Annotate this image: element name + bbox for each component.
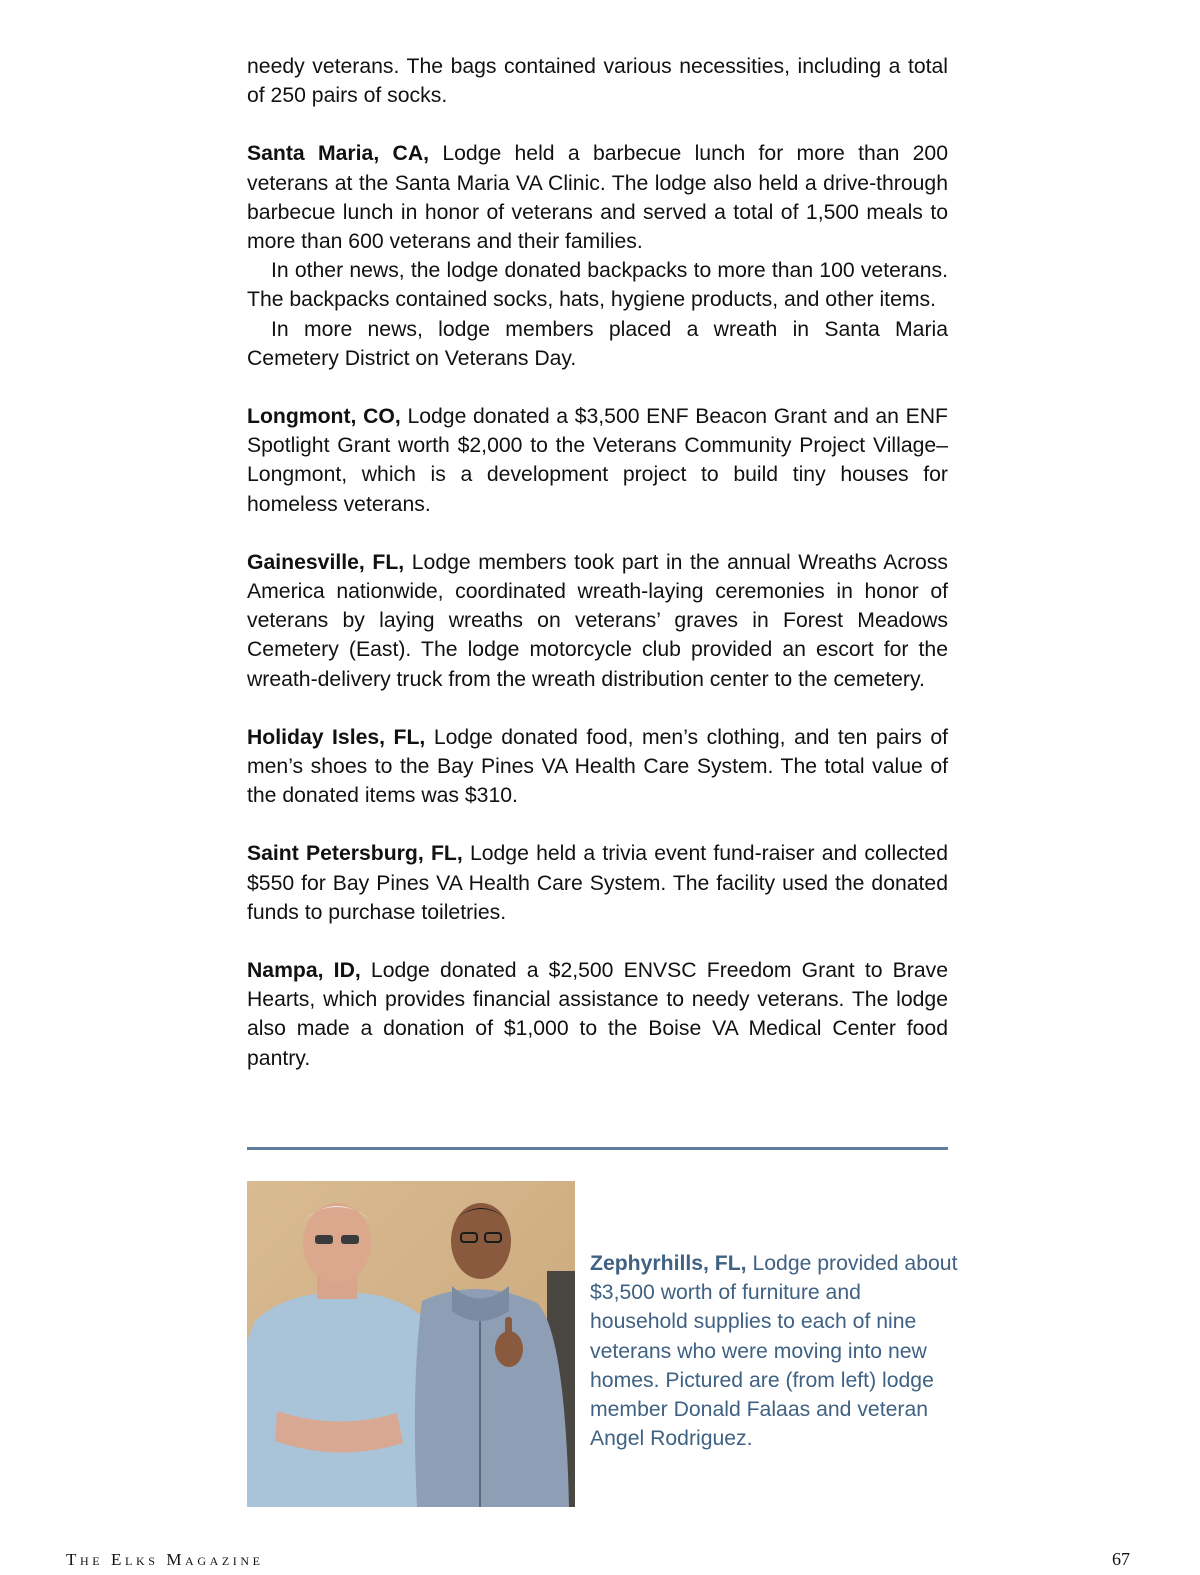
entry-text: Lodge held a trivia event fund-raiser and collected $550 for Bay Pines VA Health Care System. The facility used the donated funds to purchase toiletries. bbox=[247, 842, 948, 924]
entry-lodge-name: Holiday Isles, FL, bbox=[247, 725, 426, 749]
entry-lodge-name: Saint Petersburg, FL, bbox=[247, 842, 463, 866]
entry-text: Lodge donated a $3,500 ENF Beacon Grant and an ENF Spotlight Grant worth $2,000 to the Veterans Community Project Village–Longmont, which is a development project to build tiny houses for homeless veterans. bbox=[247, 405, 948, 516]
caption-text: Lodge provided about $3,500 worth of furniture and household supplies to each of nine veterans who were moving into new homes. Pictured are (from left) lodge member Donald Falaas and veteran Angel Rodriguez. bbox=[590, 1252, 958, 1451]
entry-longmont bbox=[247, 402, 948, 519]
intro-continuation: needy veterans. The bags contained various necessities, including a total of 250 pairs of socks. bbox=[247, 55, 948, 108]
entry-saint-petersburg bbox=[247, 839, 948, 927]
entry-nampa bbox=[247, 956, 948, 1073]
photo-two-men bbox=[247, 1181, 575, 1507]
entry-lodge-name: Santa Maria, CA, bbox=[247, 142, 430, 166]
entry-paragraph: In other news, the lodge donated backpacks to more than 100 veterans. The backpacks contained socks, hats, hygiene products, and other items. bbox=[247, 259, 948, 312]
entry-text: Lodge members took part in the annual Wreaths Across America nationwide, coordinated wreath-laying ceremonies in honor of veterans by laying wreaths on veterans’ graves in Forest Meadows Cemetery (East). The lodge motorcycle club provided an escort for the wreath-delivery truck from the wreath distribution center to the cemetery. bbox=[247, 550, 948, 691]
entry-santa-maria bbox=[247, 139, 948, 256]
entry-text: Lodge donated food, men’s clothing, and ten pairs of men’s shoes to the Bay Pines VA Health Care System. The total value of the donated items was $310. bbox=[247, 725, 948, 808]
caption-lodge-name: Zephyrhills, FL, bbox=[590, 1252, 747, 1275]
photo-caption bbox=[590, 1249, 960, 1453]
entry-lodge-name: Longmont, CO, bbox=[247, 405, 401, 429]
footer-page-number: 67 bbox=[1112, 1549, 1130, 1569]
entry-paragraph: In more news, lodge members placed a wreath in Santa Maria Cemetery District on Veterans Day. bbox=[247, 317, 948, 370]
entry-text: Lodge donated a $2,500 ENVSC Freedom Grant to Brave Hearts, which provides financial assistance to needy veterans. The lodge also made a donation of $1,000 to the Boise VA Medical Center food pantry. bbox=[247, 959, 948, 1070]
entry-lodge-name: Nampa, ID, bbox=[247, 959, 361, 983]
footer-publication: The Elks Magazine bbox=[66, 1550, 264, 1569]
entry-lodge-name: Gainesville, FL, bbox=[247, 550, 405, 574]
section-divider bbox=[247, 1147, 948, 1150]
entry-text: Lodge held a barbecue lunch for more than 200 veterans at the Santa Maria VA Clinic. The lodge also held a drive-through barbecue lunch in honor of veterans and served a total of 1,500 meals to more than 600 veterans and their families. bbox=[247, 142, 948, 254]
entry-holiday-isles bbox=[247, 723, 948, 811]
entry-gainesville bbox=[247, 548, 948, 694]
article-column bbox=[247, 52, 948, 1073]
